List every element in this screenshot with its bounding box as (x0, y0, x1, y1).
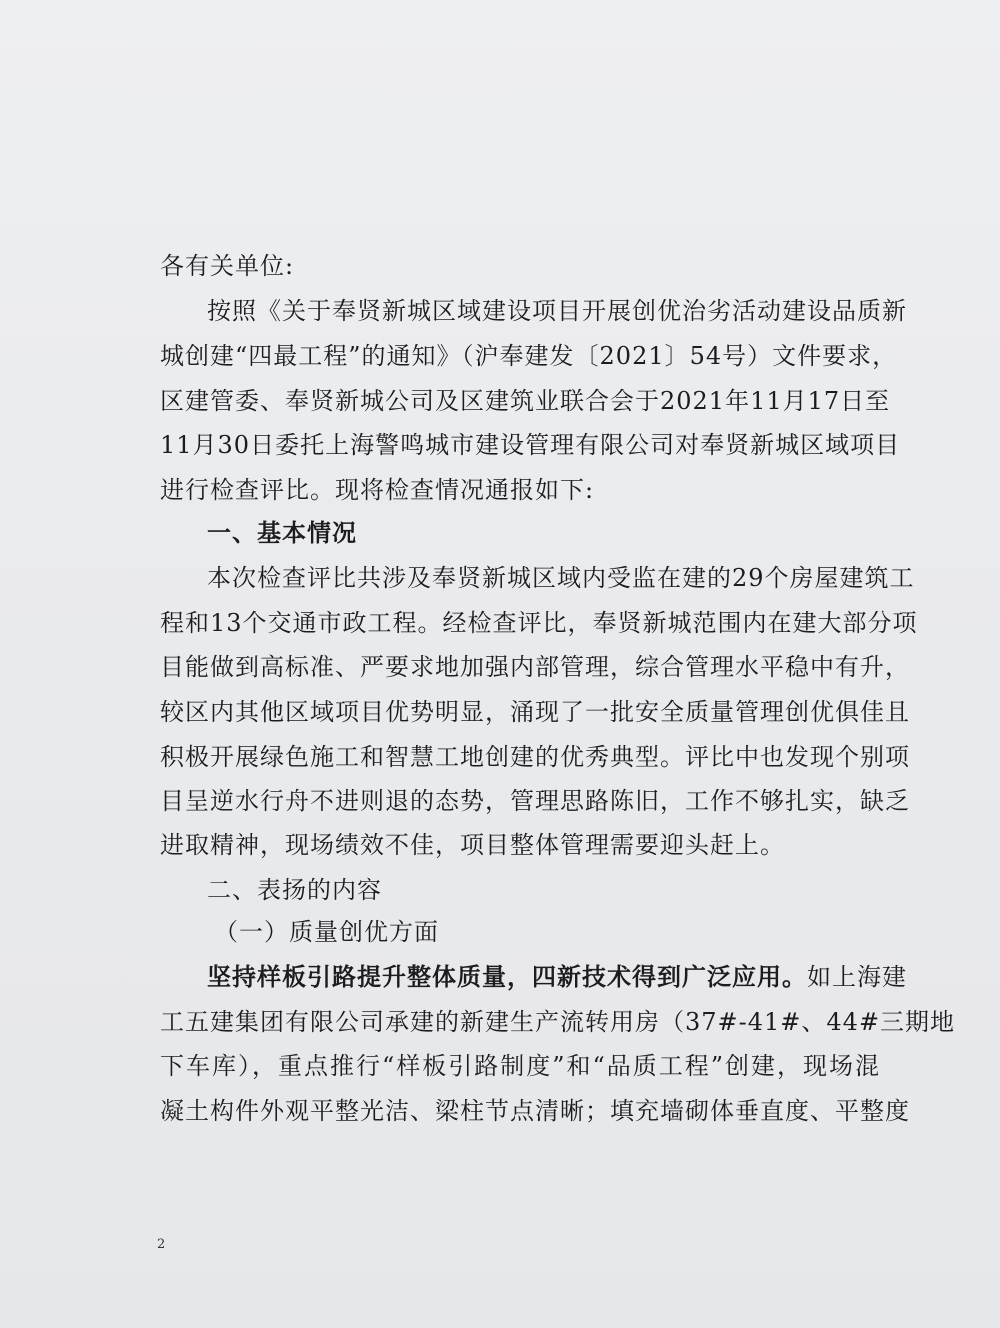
subsection-heading-quality: （一）质量创优方面 (214, 918, 439, 946)
section2-lead-bold: 坚持样板引路提升整体质量，四新技术得到广泛应用。 (207, 962, 807, 991)
section1-line-6: 目呈逆水行舟不进则退的态势，管理思路陈旧，工作不够扎实，缺乏 (160, 787, 910, 815)
section1-line-5: 积极开展绿色施工和智慧工地创建的优秀典型。评比中也发现个别项 (160, 743, 910, 771)
section1-line-4: 较区内其他区域项目优势明显，涌现了一批安全质量管理创优俱佳且 (160, 698, 910, 726)
salutation: 各有关单位: (160, 252, 295, 280)
page-number: 2 (157, 1237, 166, 1252)
section2-line-2: 下车库），重点推行“样板引路制度”和“品质工程”创建，现场混 (160, 1052, 880, 1080)
section1-line-3: 目能做到高标准、严要求地加强内部管理，综合管理水平稳中有升， (160, 653, 910, 681)
section1-line-7: 进取精神，现场绩效不佳，项目整体管理需要迎头赶上。 (160, 831, 785, 859)
intro-line-3: 区建管委、奉贤新城公司及区建筑业联合会于2021年11月17日至 (160, 387, 891, 415)
section1-line-2: 程和13个交通市政工程。经检查评比，奉贤新城范围内在建大部分项 (160, 609, 918, 637)
intro-line-4: 11月30日委托上海警鸣城市建设管理有限公司对奉贤新城区域项目 (160, 431, 901, 459)
intro-line-1: 按照《关于奉贤新城区域建设项目开展创优治劣活动建设品质新 (207, 297, 907, 325)
section2-lead-line (207, 962, 907, 992)
intro-line-2: 城创建“四最工程”的通知》（沪奉建发〔2021〕54号）文件要求， (160, 342, 898, 370)
intro-line-5: 进行检查评比。现将检查情况通报如下: (160, 476, 595, 504)
section2-line-3: 凝土构件外观平整光洁、梁柱节点清晰；填充墙砌体垂直度、平整度 (160, 1097, 910, 1125)
section2-lead-rest: 如上海建 (807, 963, 907, 991)
section1-line-1: 本次检查评比共涉及奉贤新城区域内受监在建的29个房屋建筑工 (207, 564, 915, 592)
section-heading-praise: 二、表扬的内容 (207, 876, 382, 904)
section2-line-1: 工五建集团有限公司承建的新建生产流转用房（37#-41#、44#三期地 (160, 1008, 956, 1036)
section-heading-basic: 一、基本情况 (207, 518, 357, 547)
